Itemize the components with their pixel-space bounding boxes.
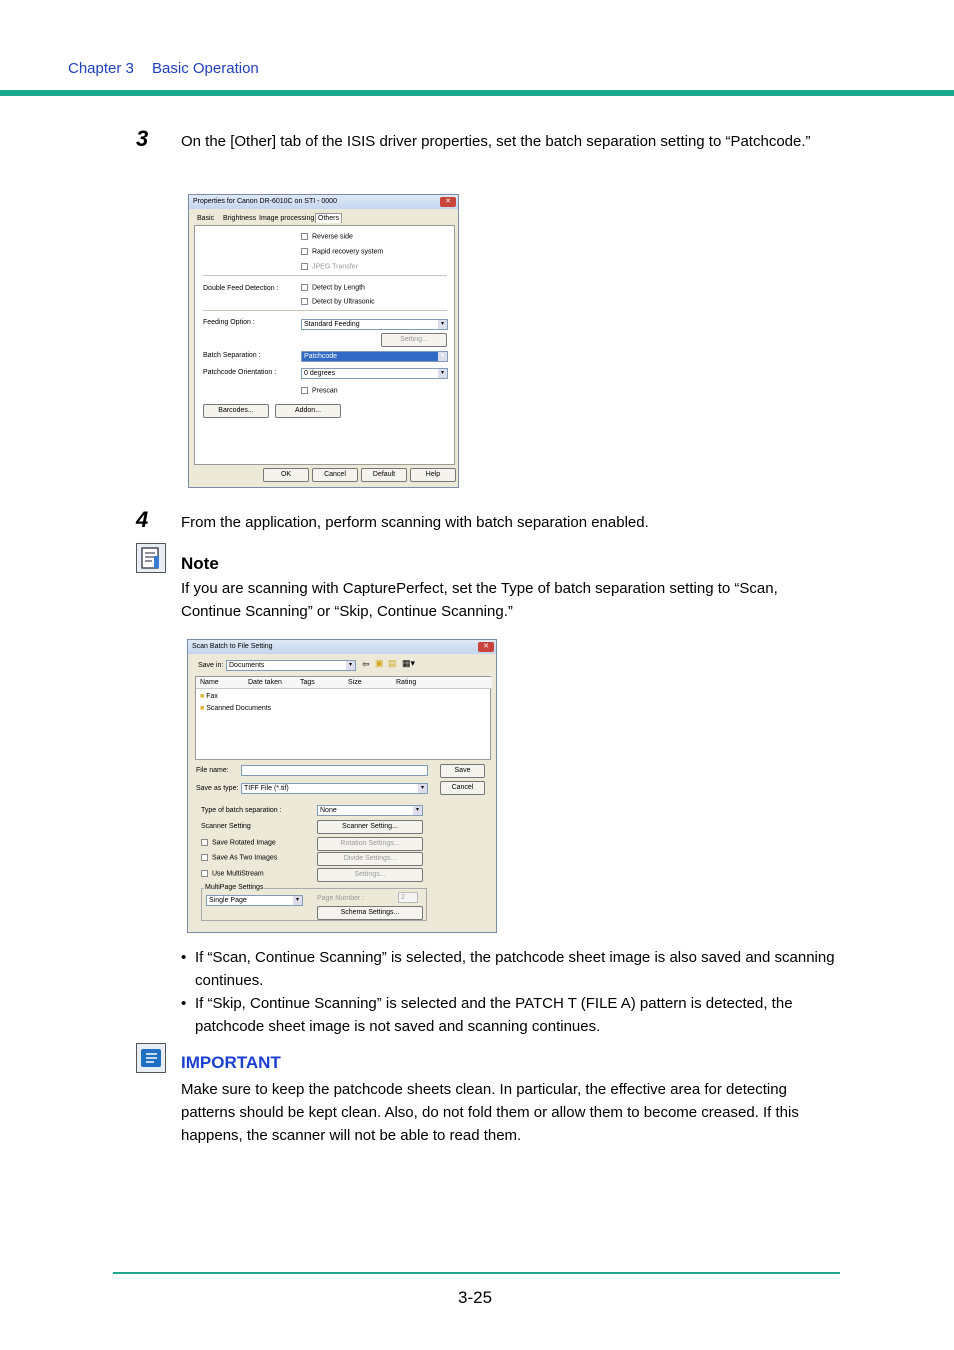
important-text: Make sure to keep the patchcode sheets clean. In particular, the effective area for detecting patterns should be kept clean. Also, do not fold them or allow them to become creased. If this happens, the scanner will not be able to read them. — [181, 1081, 799, 1144]
note-icon — [136, 543, 166, 573]
divider — [203, 275, 447, 276]
reverse-side-checkbox[interactable]: Reverse side — [301, 233, 353, 240]
cancel-button[interactable]: Cancel — [312, 468, 358, 482]
column-rating[interactable]: Rating — [396, 679, 417, 686]
footer-rule — [113, 1272, 840, 1274]
batch-type-select[interactable]: None ▾ — [317, 805, 423, 816]
folder-icon: ■ — [200, 705, 205, 712]
step-3-number: 3 — [136, 126, 149, 151]
file-list-header — [196, 677, 492, 689]
save-button[interactable]: Save — [440, 764, 485, 778]
schema-settings-button[interactable]: Schema Settings... — [317, 906, 423, 920]
rapid-recovery-checkbox[interactable]: Rapid recovery system — [301, 248, 383, 255]
save-rotated-checkbox[interactable]: Save Rotated Image — [201, 839, 276, 846]
tab-others[interactable]: Others — [315, 213, 342, 223]
patchcode-orientation-select[interactable]: 0 degrees ▾ — [301, 368, 448, 379]
tab-panel — [194, 225, 455, 465]
addon-button[interactable]: Addon... — [275, 404, 341, 418]
running-header — [68, 60, 273, 77]
step-4-number: 4 — [136, 507, 149, 532]
column-date-taken[interactable]: Date taken — [248, 679, 282, 686]
column-size[interactable]: Size — [348, 679, 362, 686]
dialog-title: Properties for Canon DR-6010C on STI - 0000 — [193, 198, 337, 205]
rotation-settings-button[interactable]: Rotation Settings... — [317, 837, 423, 851]
folder-icon: ■ — [200, 693, 205, 700]
list-item[interactable]: ■ Scanned Documents — [200, 705, 272, 712]
cancel-button[interactable]: Cancel — [440, 781, 485, 795]
settings-button[interactable]: Settings... — [317, 868, 423, 882]
ok-button[interactable]: OK — [263, 468, 309, 482]
new-folder-icon[interactable]: ▤ — [388, 658, 397, 668]
dialog-title: Scan Batch to File Setting — [192, 643, 273, 650]
multipage-select[interactable]: Single Page ▾ — [206, 895, 303, 906]
divide-settings-button[interactable]: Divide Settings... — [317, 852, 423, 866]
multipage-group — [201, 884, 427, 921]
isis-properties-dialog — [188, 194, 459, 488]
note-text: If you are scanning with CapturePerfect, set the Type of batch separation setting to “Scan, Continue Scanning” or “Skip, Continue Scanning.” — [181, 580, 778, 620]
tab-brightness[interactable]: Brightness — [223, 215, 257, 222]
list-item: • If “Skip, Continue Scanning” is selected and the PATCH T (FILE A) pattern is detected, the patchcode sheet image is not saved and scanning continues. — [181, 992, 841, 1038]
page-number: 3-25 — [458, 1288, 493, 1307]
scanner-setting-label: Scanner Setting — [201, 823, 251, 830]
scan-batch-dialog — [187, 639, 497, 933]
filename-input[interactable] — [241, 765, 428, 776]
feeding-option-label: Feeding Option : — [203, 319, 255, 326]
feeding-option-select[interactable]: Standard Feeding ▾ — [301, 319, 448, 330]
batch-separation-select[interactable]: Patchcode ▾ — [301, 351, 448, 362]
jpeg-transfer-checkbox[interactable]: JPEG Transfer — [301, 263, 358, 270]
setting-button[interactable]: Setting... — [381, 333, 447, 347]
double-feed-label: Double Feed Detection : — [203, 285, 279, 292]
tab-basic[interactable]: Basic — [197, 215, 215, 222]
divider — [203, 310, 447, 311]
step-3-text: On the [Other] tab of the ISIS driver properties, set the batch separation setting to “Patchcode.” — [181, 133, 811, 150]
batch-type-label: Type of batch separation : — [201, 807, 282, 814]
important-icon — [136, 1043, 166, 1073]
detect-length-checkbox[interactable]: Detect by Length — [301, 284, 365, 291]
dialog-title-bar — [188, 640, 496, 654]
default-button[interactable]: Default — [361, 468, 407, 482]
tab-image-processing[interactable]: Image processing — [259, 215, 315, 222]
page-number-input[interactable]: 2 — [398, 892, 418, 903]
note-title: Note — [181, 554, 219, 573]
saveas-label: Save as type: — [196, 785, 239, 792]
save-two-images-checkbox[interactable]: Save As Two Images — [201, 854, 277, 861]
prescan-checkbox[interactable]: Prescan — [301, 387, 338, 394]
filename-label: File name: — [196, 767, 229, 774]
bullet-list — [181, 946, 841, 1038]
header-rule — [0, 90, 954, 96]
scanner-setting-button[interactable]: Scanner Setting... — [317, 820, 423, 834]
multipage-legend: MultiPage Settings — [205, 884, 264, 891]
up-folder-icon[interactable]: ▣ — [375, 658, 384, 668]
column-tags[interactable]: Tags — [300, 679, 315, 686]
barcodes-button[interactable]: Barcodes... — [203, 404, 269, 418]
file-list — [195, 676, 491, 760]
page-number-label: Page Number : — [317, 895, 365, 902]
list-item: • If “Scan, Continue Scanning” is selected, the patchcode sheet image is also saved and scanning continues. — [181, 946, 841, 992]
multistream-checkbox[interactable]: Use MultiStream — [201, 870, 264, 877]
important-title: IMPORTANT — [181, 1053, 281, 1072]
close-icon[interactable]: ✕ — [440, 197, 456, 207]
save-in-label: Save in: — [198, 662, 224, 669]
patchcode-orientation-label: Patchcode Orientation : — [203, 369, 277, 376]
help-button[interactable]: Help — [410, 468, 456, 482]
view-menu-icon[interactable]: ▦▾ — [402, 658, 416, 668]
chapter-label: Chapter 3 — [68, 60, 134, 77]
back-icon[interactable]: ⇦ — [362, 659, 370, 669]
detect-ultrasonic-checkbox[interactable]: Detect by Ultrasonic — [301, 298, 375, 305]
close-icon[interactable]: ✕ — [478, 642, 494, 652]
section-label: Basic Operation — [152, 60, 259, 77]
batch-separation-label: Batch Separation : — [203, 352, 261, 359]
step-4-text: From the application, perform scanning with batch separation enabled. — [181, 514, 649, 531]
list-item[interactable]: ■ Fax — [200, 693, 218, 700]
save-in-select[interactable]: Documents ▾ — [226, 660, 356, 671]
dialog-title-bar — [189, 195, 458, 209]
saveas-select[interactable]: TIFF File (*.tif) ▾ — [241, 783, 428, 794]
column-name[interactable]: Name — [200, 679, 219, 686]
